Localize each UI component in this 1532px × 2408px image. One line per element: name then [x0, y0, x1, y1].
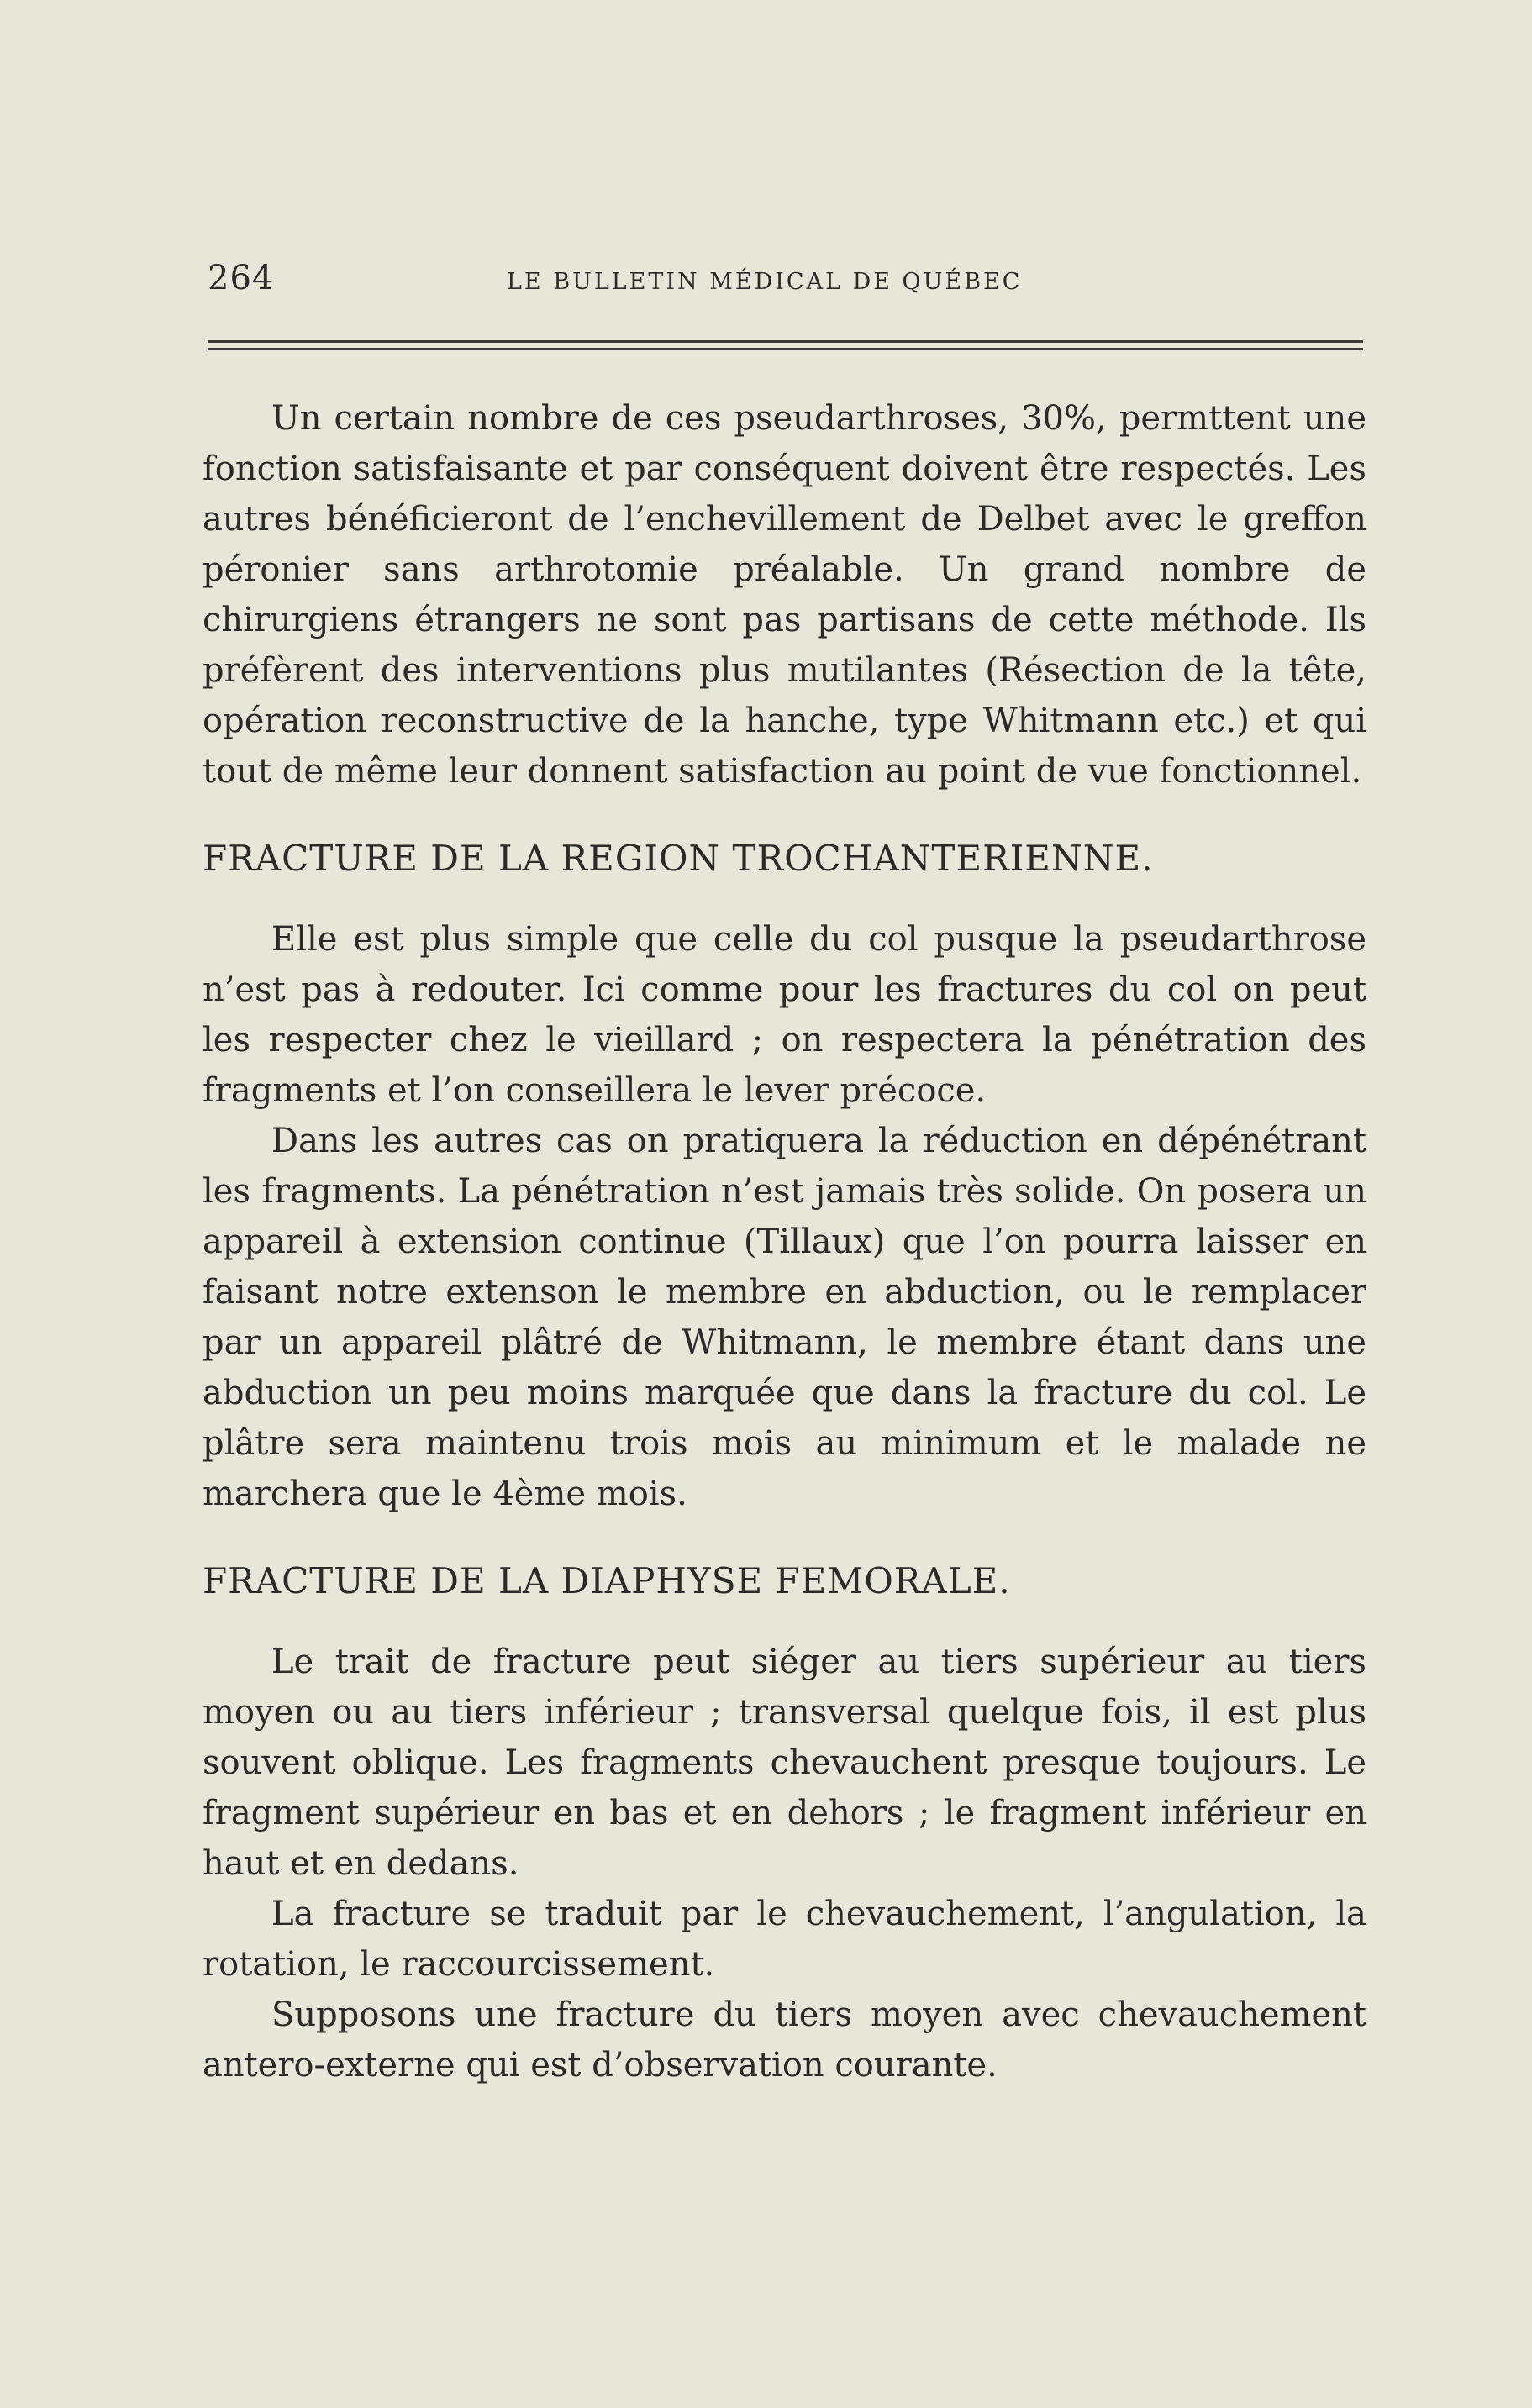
running-title: LE BULLETIN MÉDICAL DE QUÉBEC — [507, 269, 1023, 295]
paragraph: Le trait de fracture peut siéger au tiers supérieur au tiers moyen ou au tiers inférieur ; transversal quelque fois, il est plus souvent oblique. Les fragments chevauchent presque toujours. Le fragment supérieur en bas et en dehors ; le fragment inférieur en haut et en dedans. — [203, 1643, 1366, 1883]
paragraph: La fracture se traduit par le chevauchement, l’angulation, la rotation, le raccourcissement. — [203, 1895, 1366, 1984]
section-heading: FRACTURE DE LA REGION TROCHANTERIENNE. — [203, 838, 1154, 879]
section-heading: FRACTURE DE LA DIAPHYSE FEMORALE. — [203, 1560, 1011, 1601]
article-body — [203, 393, 1366, 2090]
page-header — [208, 259, 1363, 309]
header-double-rule — [208, 340, 1363, 352]
paragraph: Elle est plus simple que celle du col pusque la pseudarthrose n’est pas à redouter. Ici comme pour les fractures du col on peut les respecter chez le vieillard ; on respectera la pénétration des fragments et l’on conseillera le lever précoce. — [203, 920, 1366, 1110]
paragraph: Supposons une fracture du tiers moyen avec chevauchement antero-externe qui est d’observation courante. — [203, 1995, 1366, 2085]
page-number: 264 — [208, 259, 275, 297]
rule-line-bottom — [208, 348, 1363, 350]
paragraph: Un certain nombre de ces pseudarthroses, 30%, permttent une fonction satisfaisante et par conséquent doivent être respectés. Les autres bénéficieront de l’enchevillement de Delbet avec le greffon péronier sans arthrotomie préalable. Un grand nombre de chirurgiens étrangers ne sont pas partisans de cette méthode. Ils préfèrent des interventions plus mutilantes (Résection de la tête, opération reconstructive de la hanche, type Whitmann etc.) et qui tout de même leur donnent satisfaction au point de vue fonctionnel. — [203, 399, 1366, 791]
paragraph: Dans les autres cas on pratiquera la réduction en dépénétrant les fragments. La pénétration n’est jamais très solide. On posera un appareil à extension continue (Tillaux) que l’on pourra laisser en faisant notre extenson le membre en abduction, ou le remplacer par un appareil plâtré de Whitmann, le membre étant dans une abduction un peu moins marquée que dans la fracture du col. Le plâtre sera maintenu trois mois au minimum et le malade ne marchera que le 4ème mois. — [203, 1122, 1366, 1513]
rule-line-top — [208, 340, 1363, 343]
